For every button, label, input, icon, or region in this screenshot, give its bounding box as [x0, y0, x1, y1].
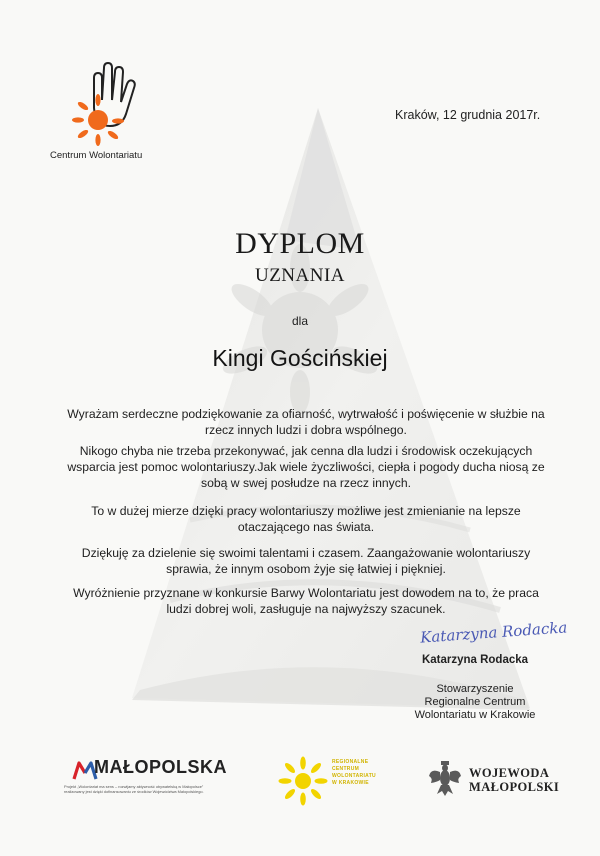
rcw-text: CENTRUM: [332, 766, 360, 772]
rcw-logo: [278, 756, 398, 806]
body-paragraph-1: Wyrażam serdeczne podziękowanie za ofiarność, wytrwałość i poświęcenie w służbie na rzecz innych ludzi i dobra wspólnego.: [67, 407, 545, 437]
rcw-text: W KRAKOWIE: [332, 780, 369, 786]
hand-sun-icon: [68, 58, 148, 150]
signer-org-line: Wolontariatu w Krakowie: [414, 709, 536, 721]
diploma-subtitle: UZNANIA: [254, 265, 346, 286]
body-paragraph-4: Dziękuję za dzielenie się swoimi talentami i czasem. Zaangażowanie wolontariuszy sprawia, że innym osobom żyje się łatwiej i piękniej.: [81, 546, 531, 576]
handwritten-signature: Katarzyna Rodacka: [419, 618, 568, 647]
diploma-title: DYPLOM: [235, 227, 365, 260]
project-note: Projekt „Wolontariat ma sens – rozwijamy aktywność obywatelską w Małopolsce”: [64, 784, 204, 789]
signer-org-line: Regionalne Centrum: [424, 696, 526, 708]
logo-text: Centrum Wolontariatu: [50, 150, 143, 161]
voivode-logo: [427, 758, 560, 802]
voivode-text: MAŁOPOLSKI: [469, 780, 560, 794]
eagle-emblem-icon: [427, 758, 463, 798]
body-paragraph-3: To w dużej mierze dzięki pracy wolontariuszy możliwe jest zmienianie na lepsze otaczającego nas świata.: [91, 504, 521, 534]
rcw-text: WOLONTARIATU: [332, 773, 376, 779]
for-label: dla: [291, 314, 308, 328]
sun-icon: [278, 756, 328, 806]
body-paragraph-5: Wyróżnienie przyznane w konkursie Barwy Wolontariatu jest dowodem na to, że praca ludzi dobrej woli, zasługuje na najwyższy szacunek.: [73, 586, 539, 616]
malopolska-logo: [64, 756, 254, 802]
body-paragraph-2: Nikogo chyba nie trzeba przekonywać, jak cenna dla ludzi i środowisk oczekujących wsparcia jest pomoc wolontariuszy.Jak wiele życzliwości, ciepła i pogody ducha niosą ze sobą w swej posłudze na rzecz innych.: [67, 444, 545, 490]
centrum-wolontariatu-logo: [50, 58, 200, 170]
signer-name: Katarzyna Rodacka: [421, 654, 529, 666]
malopolska-name: MAŁOPOLSKA: [94, 757, 227, 777]
date-line: Kraków, 12 grudnia 2017r.: [395, 108, 541, 122]
recipient-name: Kingi Gościńskiej: [212, 345, 388, 371]
rcw-text: REGIONALNE: [332, 759, 369, 765]
signer-org-line: Stowarzyszenie: [436, 683, 514, 695]
project-note: realizowany jest dzięki dofinansowaniu ze środków Województwa Małopolskiego.: [64, 789, 204, 794]
voivode-text: WOJEWODA: [469, 766, 550, 780]
